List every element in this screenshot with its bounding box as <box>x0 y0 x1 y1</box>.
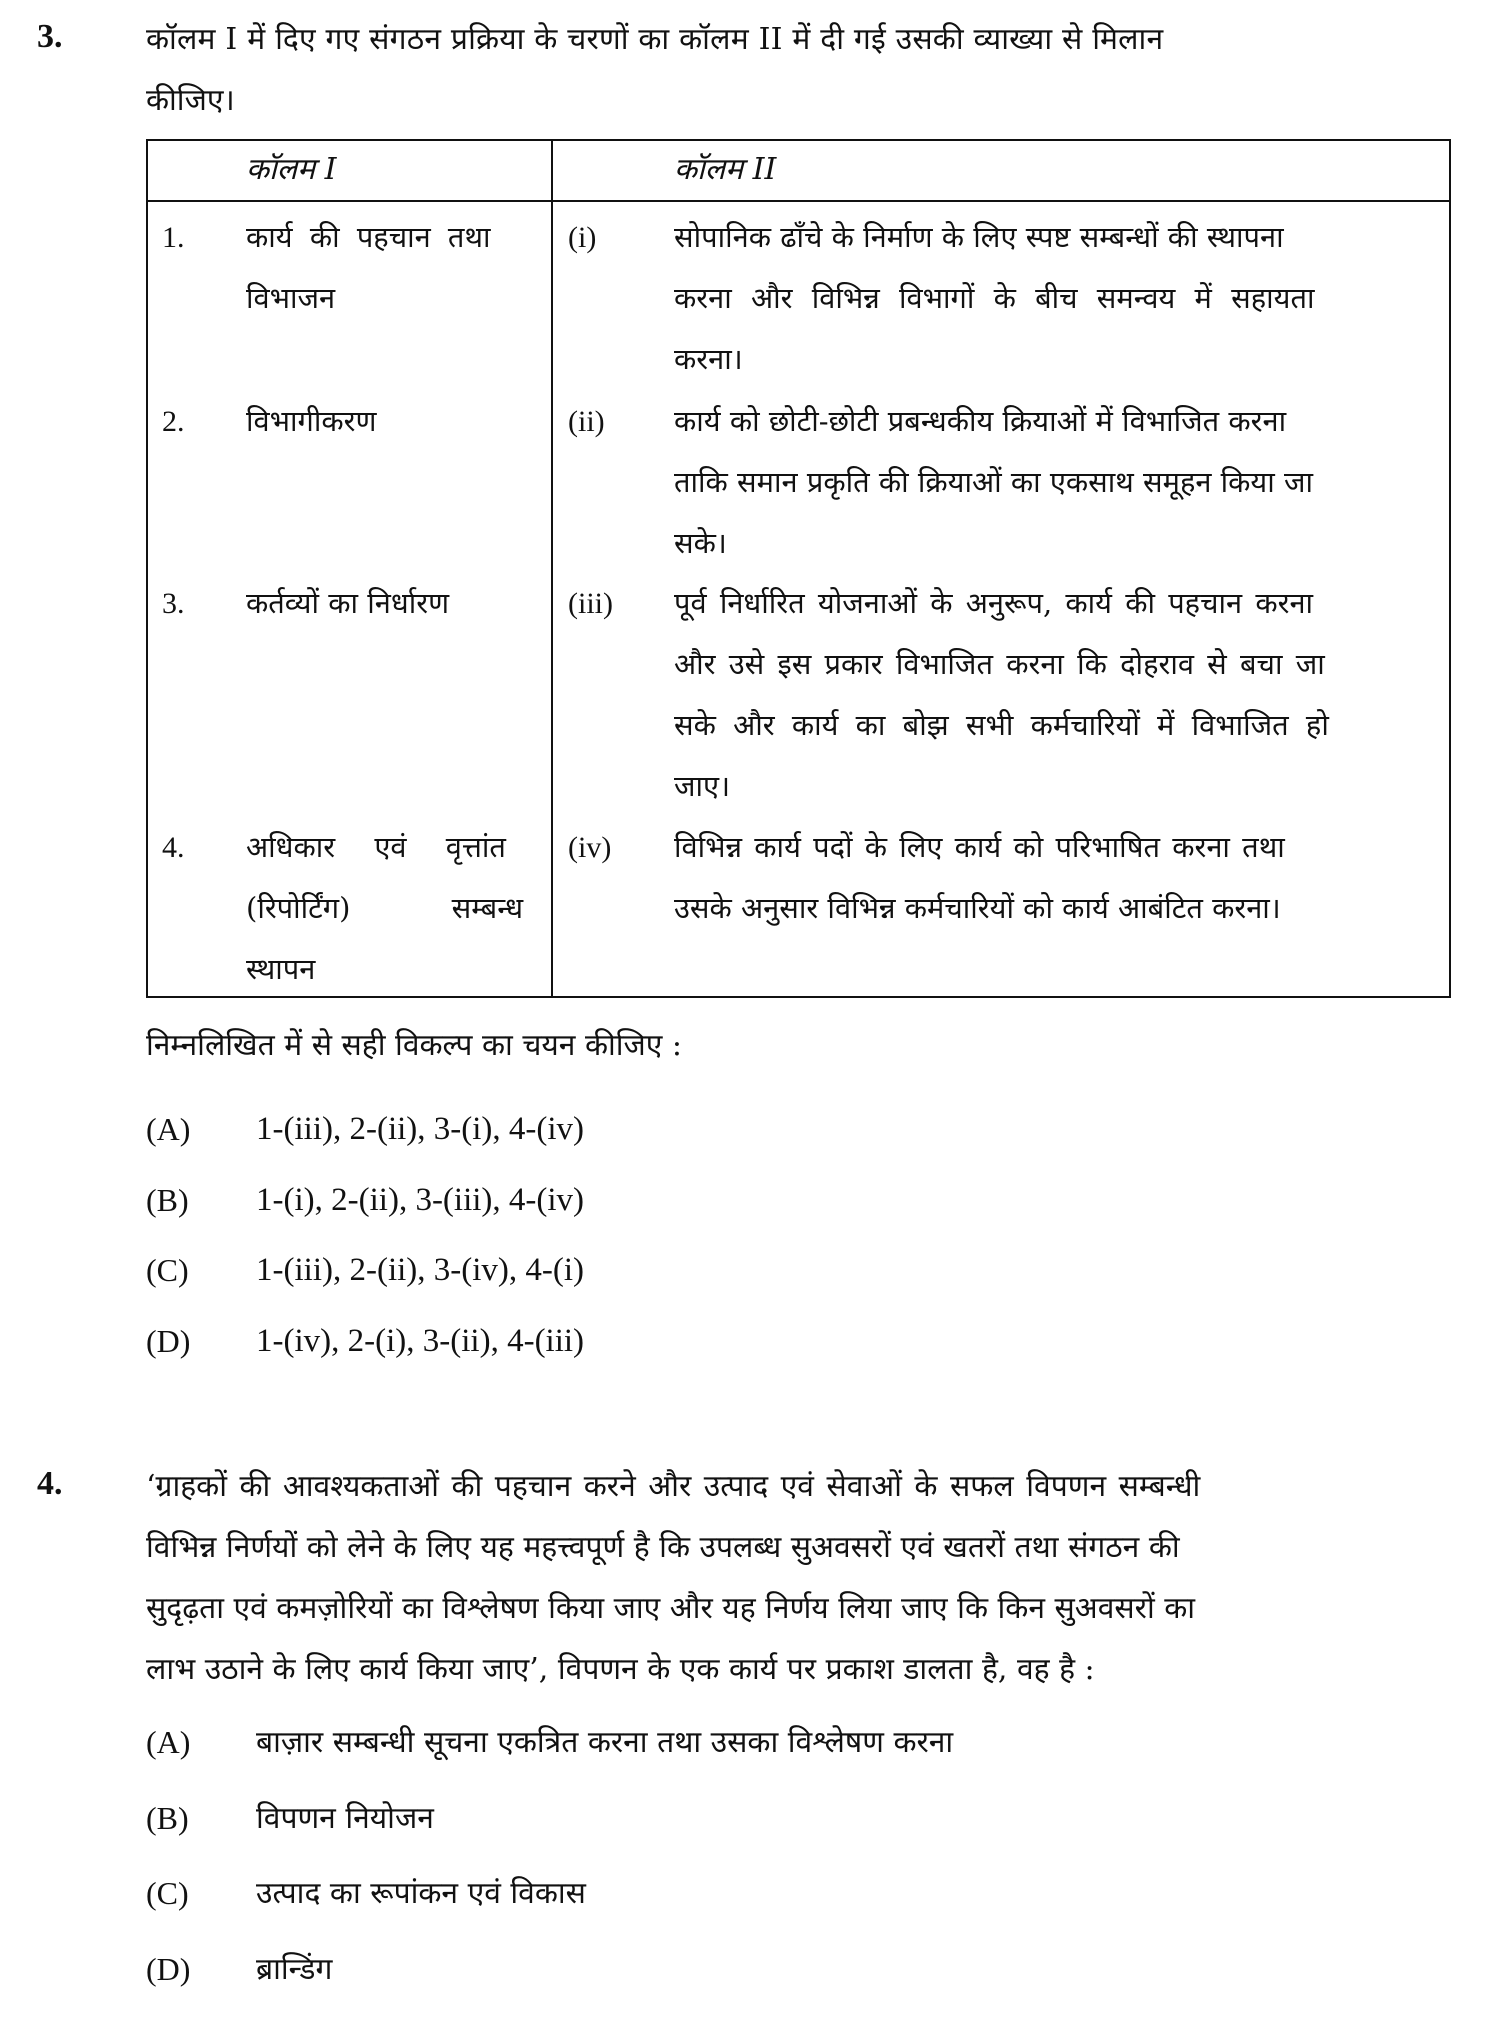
option-text: 1-(iv), 2-(i), 3-(ii), 4-(iii) <box>256 1323 585 1359</box>
option-label: (B) <box>146 1800 189 1836</box>
question-prompt <box>146 1456 1386 1700</box>
cell-line: पूर्व निर्धारित योजनाओं के अनुरूप, कार्य की पहचान करना <box>674 586 1314 620</box>
option-label: (A) <box>146 1724 191 1760</box>
cell-line: जाए। <box>674 769 731 803</box>
cell-line: करना और विभिन्न विभागों के बीच समन्वय में सहायता <box>674 281 1315 315</box>
row-roman-numeral: (iii) <box>568 587 613 620</box>
row-number: 4. <box>162 831 185 864</box>
option-text: विपणन नियोजन <box>256 1801 434 1836</box>
cell-line: कार्य को छोटी-छोटी प्रबन्धकीय क्रियाओं में विभाजित करना <box>674 404 1287 438</box>
column-1-cell <box>246 817 536 1000</box>
prompt-line: कॉलम I में दिए गए संगठन प्रक्रिया के चरणों का कॉलम II में दी गई उसकी व्याख्या से मिलान <box>146 22 1164 57</box>
option-label: (A) <box>146 1111 191 1147</box>
option-label: (B) <box>146 1182 189 1218</box>
question-number: 4. <box>37 1465 63 1502</box>
instruction-text: निम्नलिखित में से सही विकल्प का चयन कीजिए : <box>146 1028 683 1063</box>
option-text: 1-(iii), 2-(ii), 3-(i), 4-(iv) <box>256 1111 585 1147</box>
matching-table <box>146 139 1451 998</box>
column-2-cell <box>674 817 1434 939</box>
prompt-line: ‘ग्राहकों की आवश्यकताओं की पहचान करने और उत्पाद एवं सेवाओं के सफल विपणन सम्बन्धी <box>146 1469 1201 1504</box>
header-rule <box>148 200 1449 202</box>
cell-line: कार्य की पहचान तथा <box>246 220 491 254</box>
question-prompt <box>146 9 1386 131</box>
cell-line: स्थापन <box>246 952 316 986</box>
option-text: 1-(iii), 2-(ii), 3-(iv), 4-(i) <box>256 1252 585 1288</box>
prompt-line: सुदृढ़ता एवं कमज़ोरियों का विश्लेषण किया जाए और यह निर्णय लिया जाए कि किन सुअवसरों का <box>146 1591 1196 1626</box>
option-label: (C) <box>146 1252 189 1288</box>
prompt-line: कीजिए। <box>146 83 235 118</box>
option-text: बाज़ार सम्बन्धी सूचना एकत्रित करना तथा उसका विश्लेषण करना <box>256 1725 954 1760</box>
option-text: 1-(i), 2-(ii), 3-(iii), 4-(iv) <box>256 1182 585 1218</box>
cell-line: विभाजन <box>246 281 336 315</box>
question-number: 3. <box>37 18 63 55</box>
cell-line: उसके अनुसार विभिन्न कर्मचारियों को कार्य आबंटित करना। <box>674 891 1281 925</box>
row-number: 2. <box>162 405 185 438</box>
option-text: उत्पाद का रूपांकन एवं विकास <box>256 1876 586 1911</box>
cell-line: अधिकार एवं वृत्तांत <box>246 830 506 864</box>
column-1-header: कॉलम I <box>246 152 337 187</box>
cell-line: ताकि समान प्रकृति की क्रियाओं का एकसाथ समूहन किया जा <box>674 465 1314 499</box>
cell-line: सके और कार्य का बोझ सभी कर्मचारियों में विभाजित हो <box>674 708 1329 742</box>
column-2-cell <box>674 207 1434 390</box>
option-label: (D) <box>146 1951 191 1987</box>
option-label: (C) <box>146 1875 189 1911</box>
row-roman-numeral: (i) <box>568 221 597 254</box>
column-divider <box>551 141 553 996</box>
cell-line: सोपानिक ढाँचे के निर्माण के लिए स्पष्ट सम्बन्धों की स्थापना <box>674 220 1284 254</box>
cell-line: विभागीकरण <box>246 404 377 438</box>
prompt-line: लाभ उठाने के लिए कार्य किया जाए’, विपणन के एक कार्य पर प्रकाश डालता है, वह है : <box>146 1652 1095 1687</box>
row-roman-numeral: (ii) <box>568 405 605 438</box>
option-label: (D) <box>146 1323 191 1359</box>
prompt-line: विभिन्न निर्णयों को लेने के लिए यह महत्त्वपूर्ण है कि उपलब्ध सुअवसरों एवं खतरों तथा संगठन की <box>146 1530 1180 1565</box>
row-number: 3. <box>162 587 185 620</box>
column-1-cell <box>246 573 536 634</box>
column-2-cell <box>674 573 1434 817</box>
option-text: ब्रान्डिंग <box>256 1952 333 1987</box>
cell-line: विभिन्न कार्य पदों के लिए कार्य को परिभाषित करना तथा <box>674 830 1285 864</box>
row-roman-numeral: (iv) <box>568 831 612 864</box>
column-1-cell <box>246 207 536 329</box>
column-2-cell <box>674 391 1434 574</box>
row-number: 1. <box>162 221 185 254</box>
cell-line: कर्तव्यों का निर्धारण <box>246 586 450 620</box>
cell-line: करना। <box>674 342 743 376</box>
cell-line: सके। <box>674 526 727 560</box>
cell-line: और उसे इस प्रकार विभाजित करना कि दोहराव से बचा जा <box>674 647 1325 681</box>
column-2-header: कॉलम II <box>674 152 777 187</box>
cell-line: (रिपोर्टिंग) सम्बन्ध <box>246 891 524 925</box>
column-1-cell <box>246 391 536 452</box>
